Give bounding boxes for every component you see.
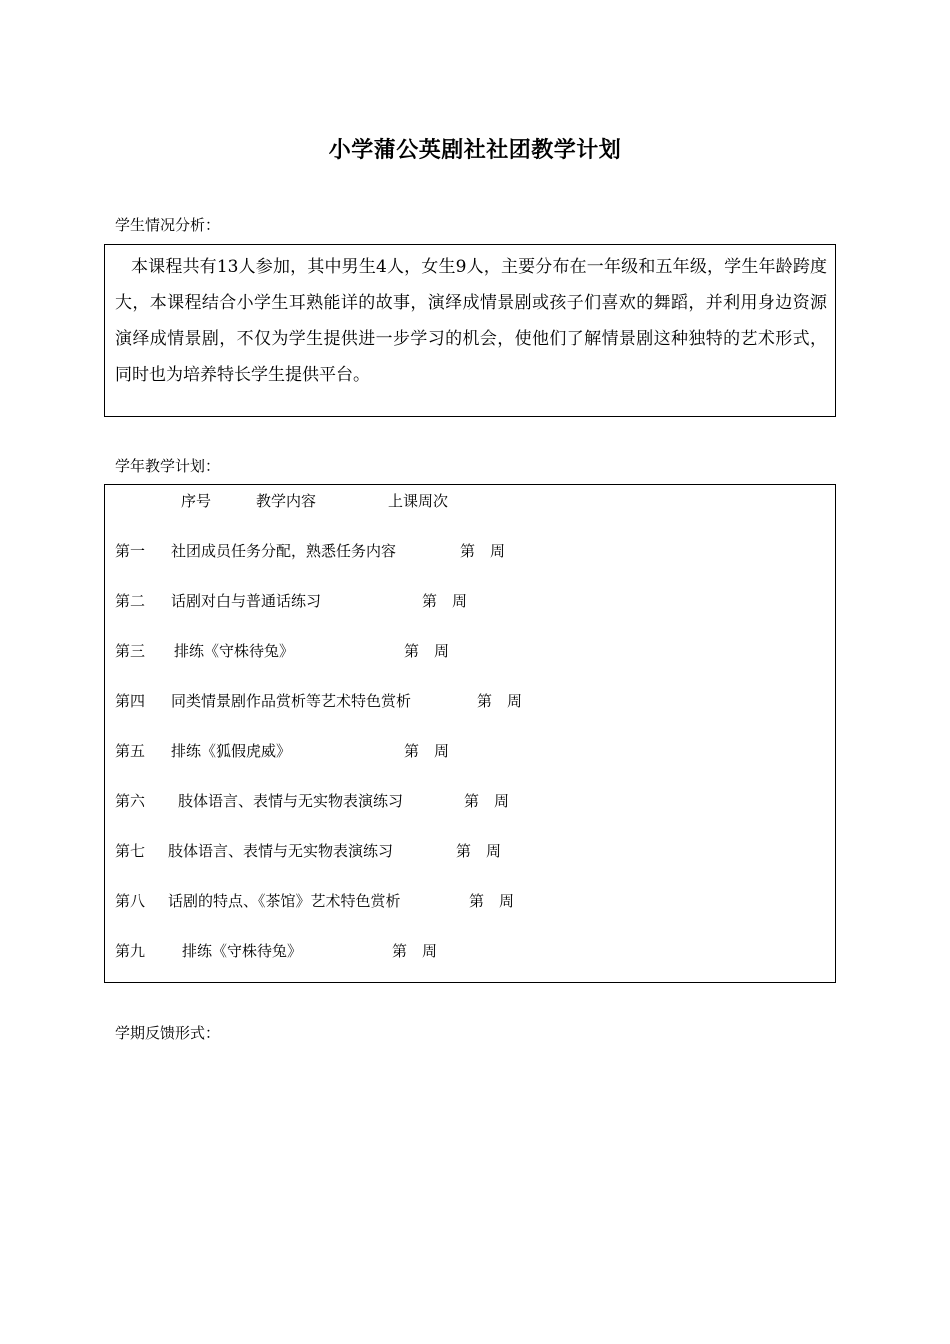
row-number: 第五 — [115, 742, 146, 760]
page-title: 小学蒲公英剧社社团教学计划 — [328, 138, 622, 163]
row-number: 第四 — [115, 692, 146, 710]
feedback-label: 学期反馈形式： — [115, 1024, 221, 1042]
row-content: 社团成员任务分配，熟悉任务内容 — [171, 542, 397, 560]
row-number: 第九 — [115, 942, 146, 960]
row-content: 肢体语言、表情与无实物表演练习 — [178, 792, 404, 810]
analysis-box — [104, 244, 836, 417]
row-content: 肢体语言、表情与无实物表演练习 — [168, 842, 394, 860]
analysis-label: 学生情况分析： — [115, 216, 221, 234]
row-number: 第八 — [115, 892, 146, 910]
plan-box — [104, 484, 836, 983]
row-content: 话剧的特点、《茶馆》艺术特色赏析 — [168, 892, 401, 910]
analysis-text: 本课程共有13人参加，其中男生4人，女生9人，主要分布在一年级和五年级，学生年龄跨度大，本课程结合小学生耳熟能详的故事，演绎成情景剧或孩子们喜欢的舞蹈，并利用身边资源演绎成情景剧，不仅为学生提供进一步学习的机会，使他们了解情景剧这种独特的艺术形式，同时也为培养特长学生提供平台。 — [115, 257, 827, 385]
row-number: 第三 — [115, 642, 146, 660]
header-week: 上课周次 — [388, 492, 449, 510]
row-week: 第 周 — [392, 942, 438, 960]
row-week: 第 周 — [404, 642, 450, 660]
row-week: 第 周 — [460, 542, 506, 560]
row-content: 排练《守株待兔》 — [174, 642, 295, 660]
row-content: 同类情景剧作品赏析等艺术特色赏析 — [171, 692, 412, 710]
row-number: 第二 — [115, 592, 146, 610]
row-number: 第七 — [115, 842, 146, 860]
row-content: 话剧对白与普通话练习 — [171, 592, 322, 610]
row-week: 第 周 — [456, 842, 502, 860]
header-content: 教学内容 — [256, 492, 317, 510]
row-content: 排练《狐假虎威》 — [171, 742, 292, 760]
row-number: 第一 — [115, 542, 146, 560]
row-number: 第六 — [115, 792, 146, 810]
plan-label: 学年教学计划： — [115, 457, 221, 475]
header-number: 序号 — [181, 492, 212, 510]
row-week: 第 周 — [469, 892, 515, 910]
row-week: 第 周 — [464, 792, 510, 810]
row-week: 第 周 — [422, 592, 468, 610]
row-week: 第 周 — [477, 692, 523, 710]
row-content: 排练《守株待兔》 — [182, 942, 303, 960]
row-week: 第 周 — [404, 742, 450, 760]
